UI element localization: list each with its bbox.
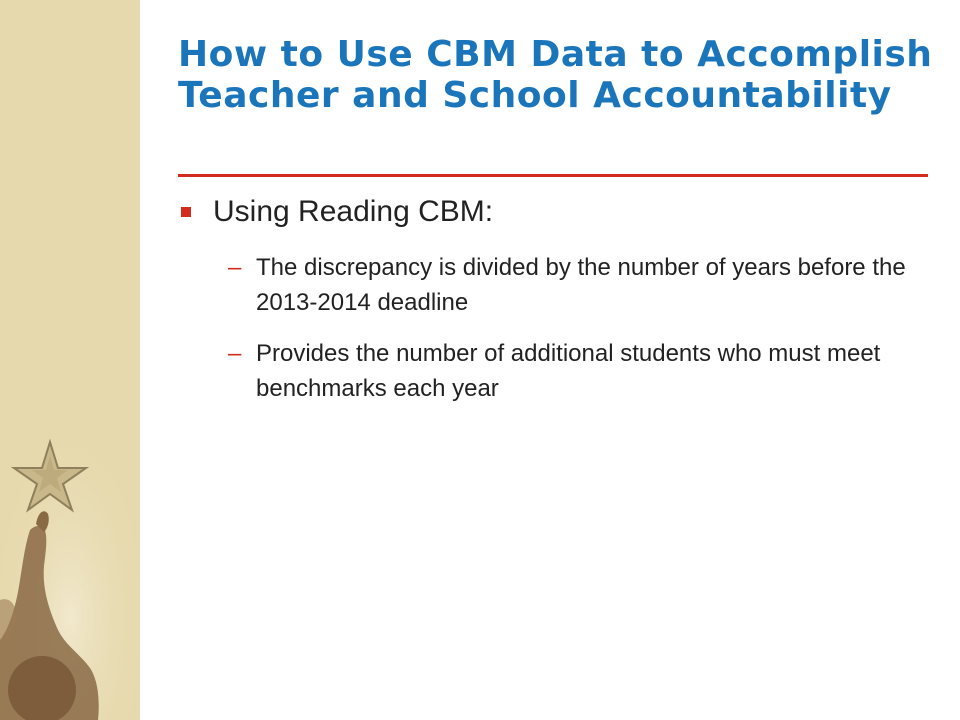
slide-title: How to Use CBM Data to Accomplish Teacher and School Accountability — [178, 34, 933, 116]
sub-bullet — [228, 250, 908, 320]
dash-bullet-icon: – — [228, 340, 242, 367]
sub-bullet — [228, 336, 908, 406]
title-divider — [178, 174, 928, 177]
decorative-sidebar — [0, 0, 140, 720]
dash-bullet-icon: – — [228, 254, 242, 281]
main-bullet — [181, 194, 493, 230]
sub-bullet-text: The discrepancy is divided by the number of years before the 2013-2014 deadline — [256, 254, 906, 316]
star-child-illustration — [0, 0, 140, 720]
sub-bullet-text: Provides the number of additional students who must meet benchmarks each year — [256, 340, 881, 402]
main-bullet-text: Using Reading CBM: — [213, 195, 494, 228]
square-bullet-icon — [181, 207, 191, 217]
